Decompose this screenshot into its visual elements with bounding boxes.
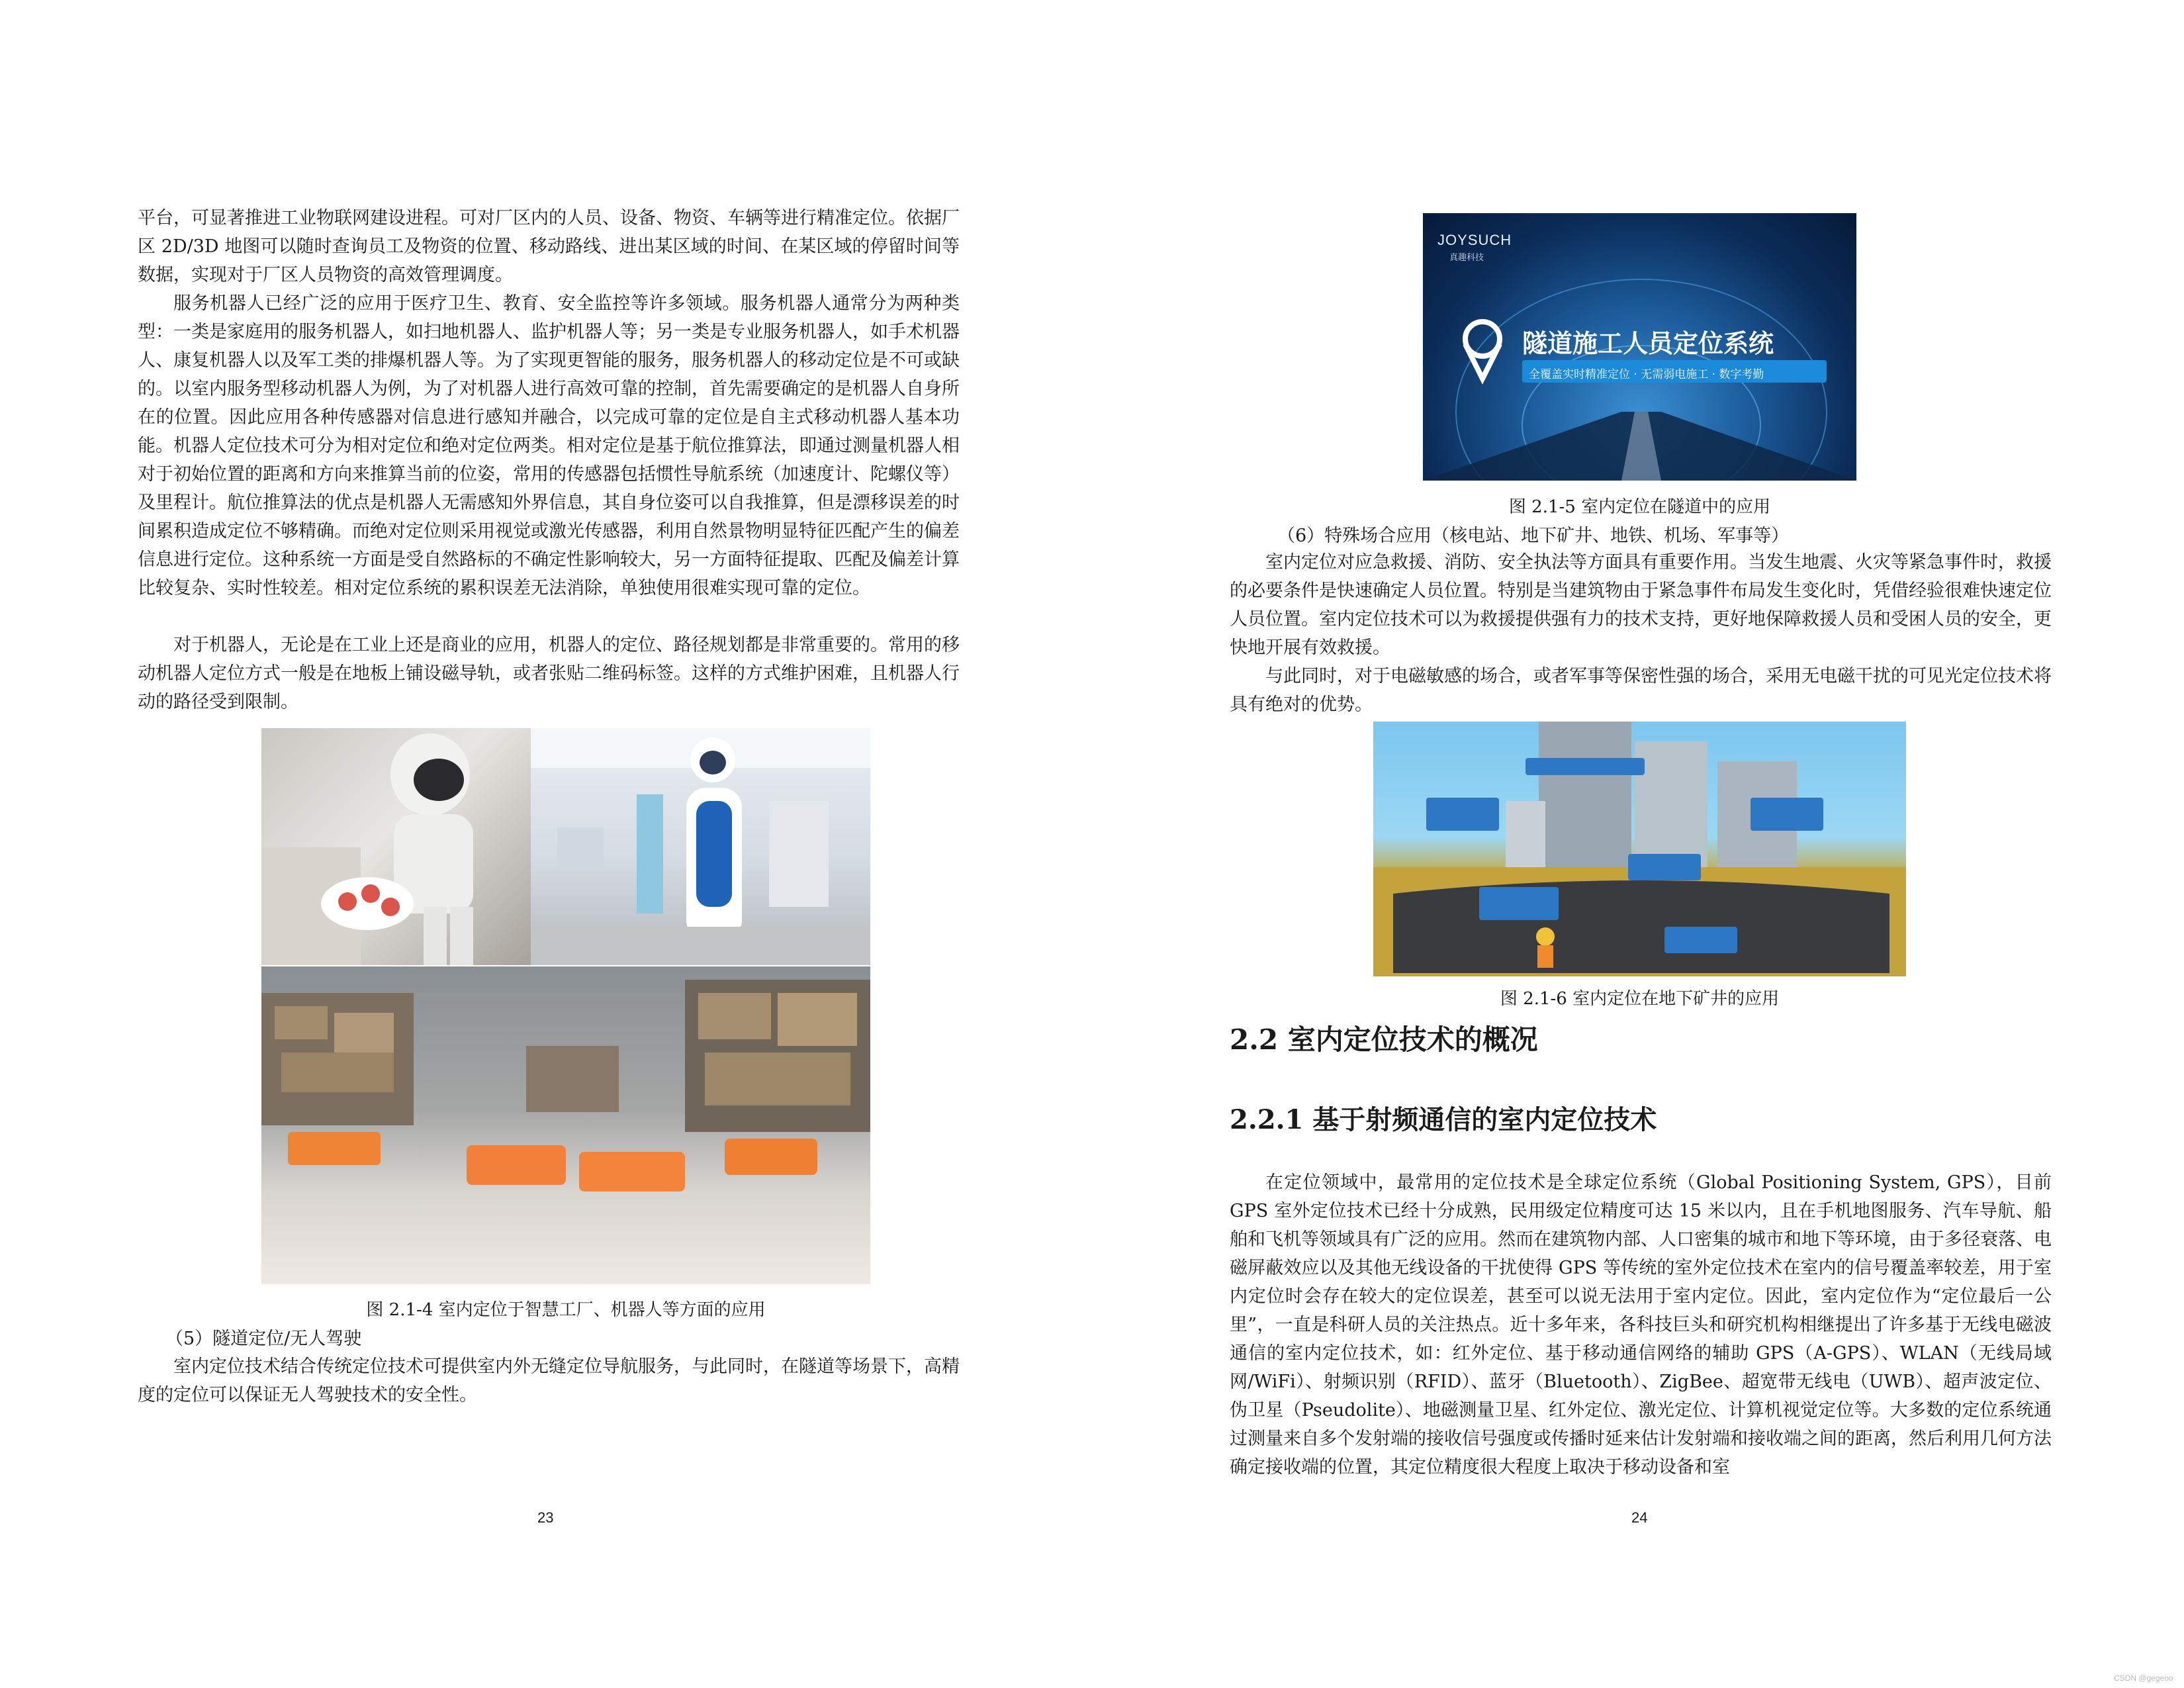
brand-logo-text: JOYSUCH — [1437, 232, 1512, 248]
section-heading-2-2-1: 2.2.1 基于射频通信的室内定位技术 — [1230, 1104, 1657, 1135]
page-number: 23 — [537, 1509, 554, 1526]
paragraph-visible-light: 与此同时，对于电磁敏感的场合，或者军事等保密性强的场合，采用无电磁干扰的可见光定位技术将具有绝对的优势。 — [1230, 666, 2052, 715]
paragraph-tunnel: 室内定位技术结合传统定位技术可提供室内外无缝定位导航服务，与此同时，在隧道等场景下，高精度的定位可以保证无人驾驶技术的安全性。 — [138, 1356, 960, 1405]
service-robot-hall-photo — [531, 728, 870, 965]
paragraph-service-robot: 服务机器人已经广泛的应用于医疗卫生、教育、安全监控等许多领域。服务机器人通常分为两种类型：一类是家庭用的服务机器人，如扫地机器人、监护机器人等；另一类是专业服务机器人，如手术机器人、康复机器人以及军工类的排爆机器人等。为了实现更智能的服务，服务机器人的移动定位是不可或缺的。以室内服务型移动机器人为例，为了对机器人进行高效可靠的控制，首先需要确定的是机器人自身所在的位置。因此应用各种传感器对信息进行感知并融合，以完成可靠的定位是自主式移动机器人基本功能。机器人定位技术可分为相对定位和绝对定位两类。相对定位是基于航位推算法，即通过测量机器人相对于初始位置的距离和方向来推算当前的位姿，常用的传感器包括惯性导航系统（加速度计、陀螺仪等）及里程计。航位推算法的优点是机器人无需感知外界信息，其自身位姿可以自我推算，但是漂移误差的时间累积造成定位不够精确。而绝对定位则采用视觉或激光传感器，利用自然景物明显特征匹配产生的偏差信息进行定位。这种系统一方面是受自然路标的不确定性影响较大，另一方面特征提取、匹配及偏差计算比较复杂、实时性较差。相对定位系统的累积误差无法消除，单独使用很难实现可靠的定位。 — [138, 293, 960, 598]
right-page — [1092, 0, 2184, 1688]
page-number: 24 — [1631, 1509, 1648, 1526]
banner-title: 隧道施工人员定位系统 — [1522, 329, 1774, 358]
watermark: CSDN @gegeoo — [2114, 1673, 2173, 1683]
banner-subtitle: 全覆盖实时精准定位 · 无需弱电施工 · 数字考勤 — [1529, 368, 1764, 381]
figure6-caption: 图 2.1-6 室内定位在地下矿井的应用 — [1500, 989, 1780, 1009]
figure-caption: 图 2.1-4 室内定位于智慧工厂、机器人等方面的应用 — [366, 1300, 766, 1320]
robot-handshake-photo — [261, 728, 531, 965]
underground-mine-illustration — [1373, 722, 1906, 976]
tunnel-positioning-banner — [1423, 213, 1856, 481]
section-heading-2-2: 2.2 室内定位技术的概况 — [1230, 1023, 1538, 1056]
subsection-heading: （5）隧道定位/无人驾驶 — [165, 1329, 362, 1349]
paragraph-factory: 平台，可显著推进工业物联网建设进程。可对厂区内的人员、设备、物资、车辆等进行精准定位。依据厂区 2D/3D 地图可以随时查询员工及物资的位置、移动路线、进出某区域的时间、在某区域的停留时间等数据，实现对于厂区人员物资的高效管理调度。 — [138, 208, 960, 285]
paragraph-rf-positioning: 在定位领域中，最常用的定位技术是全球定位系统（Global Positioning System, GPS），目前 GPS 室外定位技术已经十分成熟，民用级定位精度可达 15 米以内，且在手机地图服务、汽车导航、船舶和飞机等领域具有广泛的应用。然而在建筑物内部、人口密集的城市和地下等环境，由于多径衰落、电磁屏蔽效应以及其他无线设备的干扰使得 GPS 等传统的室外定位技术在室内的信号覆盖率较差，用于室内定位时会存在较大的定位误差，甚至可以说无法用于室内定位。因此，室内定位作为“定位最后一公里”，一直是科研人员的关注热点。近十多年来，各科技巨头和研究机构相继提出了许多基于无线电磁波通信的室内定位技术，如：红外定位、基于移动通信网络的辅助 GPS（A-GPS）、WLAN（无线局域网/WiFi）、射频识别（RFID）、蓝牙（Bluetooth）、ZigBee、超宽带无线电（UWB）、超声波定位、伪卫星（Pseudolite）、地磁测量卫星、红外定位、激光定位、计算机视觉定位等。大多数的定位系统通过测量来自多个发射端的接收信号强度或传播时延来估计发射端和接收端之间的距离，然后利用几何方法确定接收端的位置，其定位精度很大程度上取决于移动设备和室 — [1230, 1172, 2052, 1477]
warehouse-agv-photo — [261, 966, 870, 1284]
subsection-heading-special: （6）特殊场合应用（核电站、地下矿井、地铁、机场、军事等） — [1277, 526, 1790, 546]
figure5-caption: 图 2.1-5 室内定位在隧道中的应用 — [1508, 497, 1771, 517]
paragraph-robot-positioning: 对于机器人，无论是在工业上还是商业的应用，机器人的定位、路径规划都是非常重要的。常用的移动机器人定位方式一般是在地板上铺设磁导轨，或者张贴二维码标签。这样的方式维护困难，且机器人行动的路径受到限制。 — [138, 635, 960, 712]
paragraph-emergency: 室内定位对应急救援、消防、安全执法等方面具有重要作用。当发生地震、火灾等紧急事件时，救援的必要条件是快速确定人员位置。特别是当建筑物由于紧急事件布局发生变化时，凭借经验很难快速定位人员位置。室内定位技术可以为救援提供强有力的技术支持，更好地保障救援人员和受困人员的安全，更快地开展有效救援。 — [1230, 552, 2052, 658]
brand-subtext: 真趣科技 — [1449, 253, 1484, 263]
